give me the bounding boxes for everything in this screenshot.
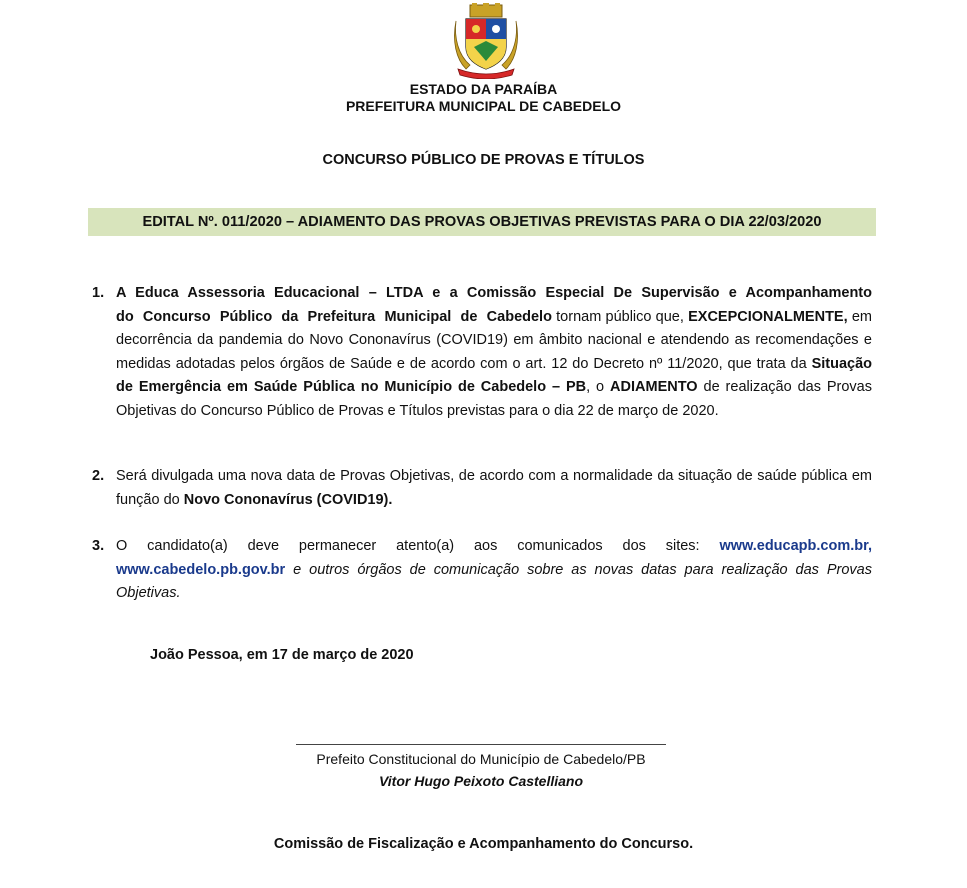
educapb-link[interactable]: www.educapb.com.br,: [719, 538, 872, 554]
item-text-run: em decorrência da pandemia do Novo Cononavírus (COVID19) em âmbito nacional e atendendo as recomendações e medidas adotadas pelos órgãos de Saúde e de acordo com o art. 12 do Decreto nº 11/2020, que trata da: [116, 308, 872, 372]
footer-commission: Comissão de Fiscalização e Acompanhamento do Concurso.: [273, 836, 694, 852]
item-italic-text: e outros órgãos de comunicação sobre as novas datas para realização das Provas Objetivas.: [116, 561, 872, 601]
list-item-1: [92, 282, 872, 423]
contest-heading: CONCURSO PÚBLICO DE PROVAS E TÍTULOS: [322, 152, 645, 168]
item-bold-text: A Educa Assessoria Educacional – LTDA e a Comissão Especial De Supervisão e Acompanhamento do Concurso Público da Prefeitura Municipal de Cabedelo: [116, 285, 872, 325]
list-item-2: [92, 465, 872, 512]
item-text-run: Será divulgada uma nova data de Provas Objetivas, de acordo com a normalidade da situação de saúde pública em função do: [116, 468, 872, 508]
item-text-run: , o: [586, 379, 611, 395]
signature-line: [296, 744, 666, 745]
item-text-run: O candidato(a) deve permanecer atento(a) aos comunicados dos sites:: [116, 538, 720, 554]
signature-role: Prefeito Constitucional do Município de Cabedelo/PB: [316, 751, 646, 767]
item-text-run: de realização das Provas Objetivas do Concurso Público de Provas e Títulos previstas para o dia 22 de março de 2020.: [116, 379, 872, 419]
state-heading: ESTADO DA PARAÍBA: [409, 81, 558, 97]
item-text: [116, 282, 872, 423]
cabedelo-link[interactable]: www.cabedelo.pb.gov.br: [116, 561, 286, 578]
signature-name: Vitor Hugo Peixoto Castelliano: [378, 773, 584, 789]
list-item-3: [92, 535, 872, 606]
item-text: [116, 465, 872, 512]
edital-title: EDITAL Nº. 011/2020 – ADIAMENTO DAS PROVAS OBJETIVAS PREVISTAS PARA O DIA 22/03/2020: [88, 208, 876, 236]
item-bold-text: Novo Cononavírus (COVID19).: [183, 491, 393, 508]
city-hall-heading: PREFEITURA MUNICIPAL DE CABEDELO: [345, 98, 622, 114]
item-text-run: tornam público que,: [551, 308, 689, 325]
date-line: João Pessoa, em 17 de março de 2020: [150, 647, 414, 663]
coat-of-arms-icon: [452, 3, 520, 79]
item-bold-text: ADIAMENTO: [610, 379, 698, 395]
item-bold-text: EXCEPCIONALMENTE,: [688, 308, 848, 325]
item-number: 3.: [92, 538, 105, 554]
item-number: 2.: [92, 468, 105, 484]
item-number: 1.: [92, 285, 105, 301]
item-bold-text: Situação de Emergência em Saúde Pública no Município de Cabedelo – PB: [116, 355, 872, 395]
item-text: [116, 535, 872, 606]
